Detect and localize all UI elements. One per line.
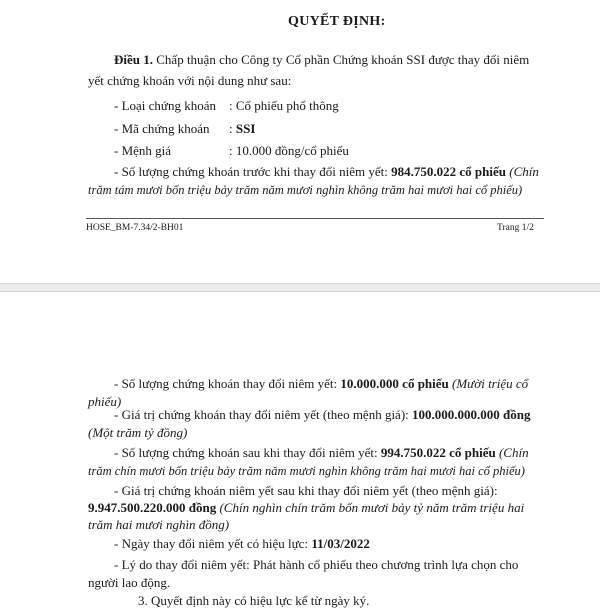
item-security-type-value: : Cổ phiếu phổ thông	[229, 98, 339, 113]
final-line: 3. Quyết định này có hiệu lực kể từ ngày ký.	[138, 593, 370, 608]
change-value-prefix: - Giá trị chứng khoán thay đổi niêm yết (theo mệnh giá):	[114, 407, 413, 422]
change-quantity-line-1	[114, 376, 528, 392]
after-quantity-italic-1: (Chín	[498, 445, 529, 460]
change-value-line-2: (Một trăm tỷ đồng)	[88, 425, 188, 440]
item-security-type-label: - Loại chứng khoán	[114, 98, 216, 113]
change-quantity-line-2: phiếu)	[88, 394, 122, 409]
footer-divider	[86, 218, 544, 219]
after-quantity-prefix: - Số lượng chứng khoán sau khi thay đổi niêm yết:	[114, 445, 381, 460]
after-quantity-line-2: trăm chín mươi bốn triệu bảy trăm năm mươi nghìn không trăm hai mươi hai cổ phiếu)	[88, 464, 525, 478]
before-quantity-line-2: trăm tám mươi bốn triệu bảy trăm năm mươi nghìn không trăm hai mươi hai cổ phiếu)	[88, 183, 523, 197]
reason-line-2: người lao động.	[88, 575, 171, 590]
item-par-value-value: : 10.000 đồng/cổ phiếu	[229, 143, 349, 158]
decision-heading: QUYẾT ĐỊNH:	[288, 14, 386, 29]
change-quantity-bold: 10.000.000 cổ phiếu	[340, 376, 449, 391]
after-quantity-line-1	[114, 445, 529, 461]
effective-date-prefix: - Ngày thay đổi niêm yết có hiệu lực:	[114, 536, 312, 551]
page-separator	[0, 283, 600, 292]
after-quantity-bold: 994.750.022 cổ phiếu	[380, 445, 496, 460]
effective-date-line	[114, 536, 370, 552]
before-quantity-line-1	[114, 164, 539, 180]
document-page-2	[0, 292, 600, 608]
change-value-line-1	[114, 407, 531, 423]
change-quantity-prefix: - Số lượng chứng khoán thay đổi niêm yết:	[114, 376, 341, 391]
article-1-line-2: yết chứng khoán với nội dung như sau:	[88, 73, 292, 88]
before-quantity-italic-1: (Chín	[509, 164, 539, 179]
listed-value-line-3: trăm hai mươi nghìn đồng)	[88, 517, 230, 532]
listed-value-italic-1: (Chín nghìn chín trăm bốn mươi bảy tỷ năm trăm triệu hai	[219, 500, 525, 515]
item-security-code-label: - Mã chứng khoán	[114, 121, 210, 136]
before-quantity-prefix: - Số lượng chứng khoán trước khi thay đổi niêm yết:	[114, 164, 392, 179]
before-quantity-bold: 984.750.022 cổ phiếu	[391, 164, 506, 179]
change-value-bold: 100.000.000.000 đồng	[412, 407, 531, 422]
listed-value-bold: 9.947.500.220.000 đồng	[88, 500, 217, 515]
article-1-label: Điều 1.	[114, 52, 153, 67]
document-page-1	[0, 0, 600, 283]
article-1-text-1: Chấp thuận cho Công ty Cổ phần Chứng khoán SSI được thay đổi niêm	[156, 52, 530, 67]
listed-value-line-2	[88, 500, 524, 516]
listed-value-line-1: - Giá trị chứng khoán niêm yết sau khi thay đổi niêm yết (theo mệnh giá):	[114, 483, 498, 498]
reason-line-1: - Lý do thay đổi niêm yết: Phát hành cổ phiếu theo chương trình lựa chọn cho	[114, 557, 519, 572]
item-security-code-bold: SSI	[235, 121, 256, 136]
footer-form-code: HOSE_BM-7.34/2-BH01	[86, 223, 184, 233]
item-par-value-label: - Mệnh giá	[114, 143, 172, 158]
change-quantity-italic-1: (Mười triệu cổ	[452, 376, 529, 391]
item-security-code-prefix: :	[229, 121, 236, 136]
article-1-line-1	[114, 52, 529, 68]
item-security-code-value	[229, 121, 255, 137]
effective-date-bold: 11/03/2022	[311, 536, 370, 551]
footer-page-number: Trang 1/2	[497, 223, 534, 233]
